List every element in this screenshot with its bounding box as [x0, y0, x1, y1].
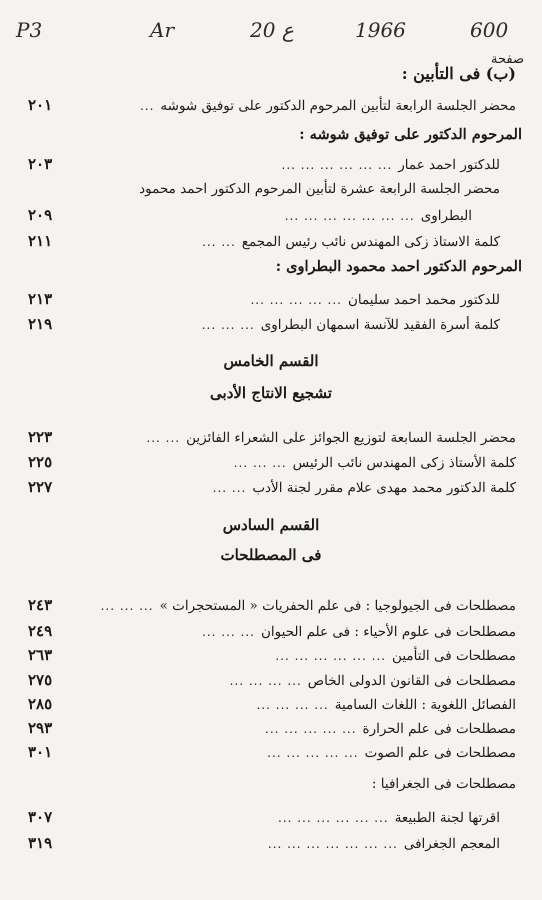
toc-entry: مصطلحات فى القانون الدولى الخاص ... ... ... ... ٢٧٥ — [28, 671, 516, 689]
toc-entry: اقرتها لجنة الطبيعة ... ... ... ... ... ... ٣٠٧ — [28, 808, 500, 826]
toc-entry: كلمة أسرة الفقيد للآنسة اسمهان البطراوى ... ... ... ٢١٩ — [28, 315, 500, 333]
toc-entry: كلمة الأستاذ زكى المهندس نائب الرئيس ... ... ... ٢٢٥ — [28, 453, 516, 471]
toc-entry: للدكتور احمد عمار ... ... ... ... ... ... ٢٠٣ — [28, 155, 500, 173]
toc-entry: كلمة الاستاذ زكى المهندس نائب رئيس المجمع ... ... ٢١١ — [28, 232, 500, 250]
handwritten-note-5: 600 — [470, 18, 509, 42]
part-subtitle: تشجيع الانتاج الأدبى — [210, 384, 332, 402]
handwritten-note-1: P3 — [16, 18, 43, 42]
toc-entry: للدكتور محمد احمد سليمان ... ... ... ... ... ٢١٣ — [28, 290, 500, 308]
toc-entry: مصطلحات فى علم الصوت ... ... ... ... ... ٣٠١ — [28, 743, 516, 761]
part-title: القسم الخامس — [223, 352, 319, 370]
part-title: القسم السادس — [222, 516, 320, 534]
toc-entry: البطراوى ... ... ... ... ... ... ... ٢٠٩ — [28, 206, 472, 224]
person-heading: المرحوم الدكتور احمد محمود البطراوى : — [275, 258, 522, 275]
handwritten-note-3: 20 ع — [250, 18, 294, 42]
toc-entry: محضر الجلسة السابعة لتوزيع الجوائز على الشعراء الفائزين ... ... ٢٢٣ — [28, 428, 516, 446]
section-heading-eulogy: (ب) فى التأبين : — [401, 64, 516, 83]
toc-entry: المعجم الجغرافى ... ... ... ... ... ... ... ٣١٩ — [28, 834, 500, 852]
person-heading: المرحوم الدكتور على توفيق شوشه : — [299, 126, 522, 143]
page-column-label: صفحة — [491, 52, 524, 67]
toc-entry: مصطلحات فى علوم الأحياء : فى علم الحيوان ... ... ... ٢٤٩ — [28, 622, 516, 640]
geography-heading: مصطلحات فى الجغرافيا : — [371, 776, 516, 792]
toc-entry: محضر الجلسة الرابعة لتأبين المرحوم الدكتور على توفيق شوشه ... ٢٠١ — [28, 96, 516, 114]
toc-entry: الفصائل اللغوية : اللغات السامية ... ... ... ... ٢٨٥ — [28, 695, 516, 713]
toc-entry: كلمة الدكتور محمد مهدى علام مقرر لجنة الأدب ... ... ٢٢٧ — [28, 478, 516, 496]
toc-entry: مصطلحات فى علم الحرارة ... ... ... ... ... ٢٩٣ — [28, 719, 516, 737]
handwritten-note-2: Ar — [150, 18, 175, 42]
toc-entry: مصطلحات فى التأمين ... ... ... ... ... ... ٢٦٣ — [28, 646, 516, 664]
part-subtitle: فى المصطلحات — [220, 546, 322, 564]
toc-entry: مصطلحات فى الجيولوجيا : فى علم الحفريات « المستحجرات » ... ... ... ٢٤٣ — [28, 596, 516, 614]
handwritten-note-4: 1966 — [355, 18, 406, 42]
toc-entry: محضر الجلسة الرابعة عشرة لتأبين المرحوم الدكتور احمد محمود — [139, 181, 500, 197]
